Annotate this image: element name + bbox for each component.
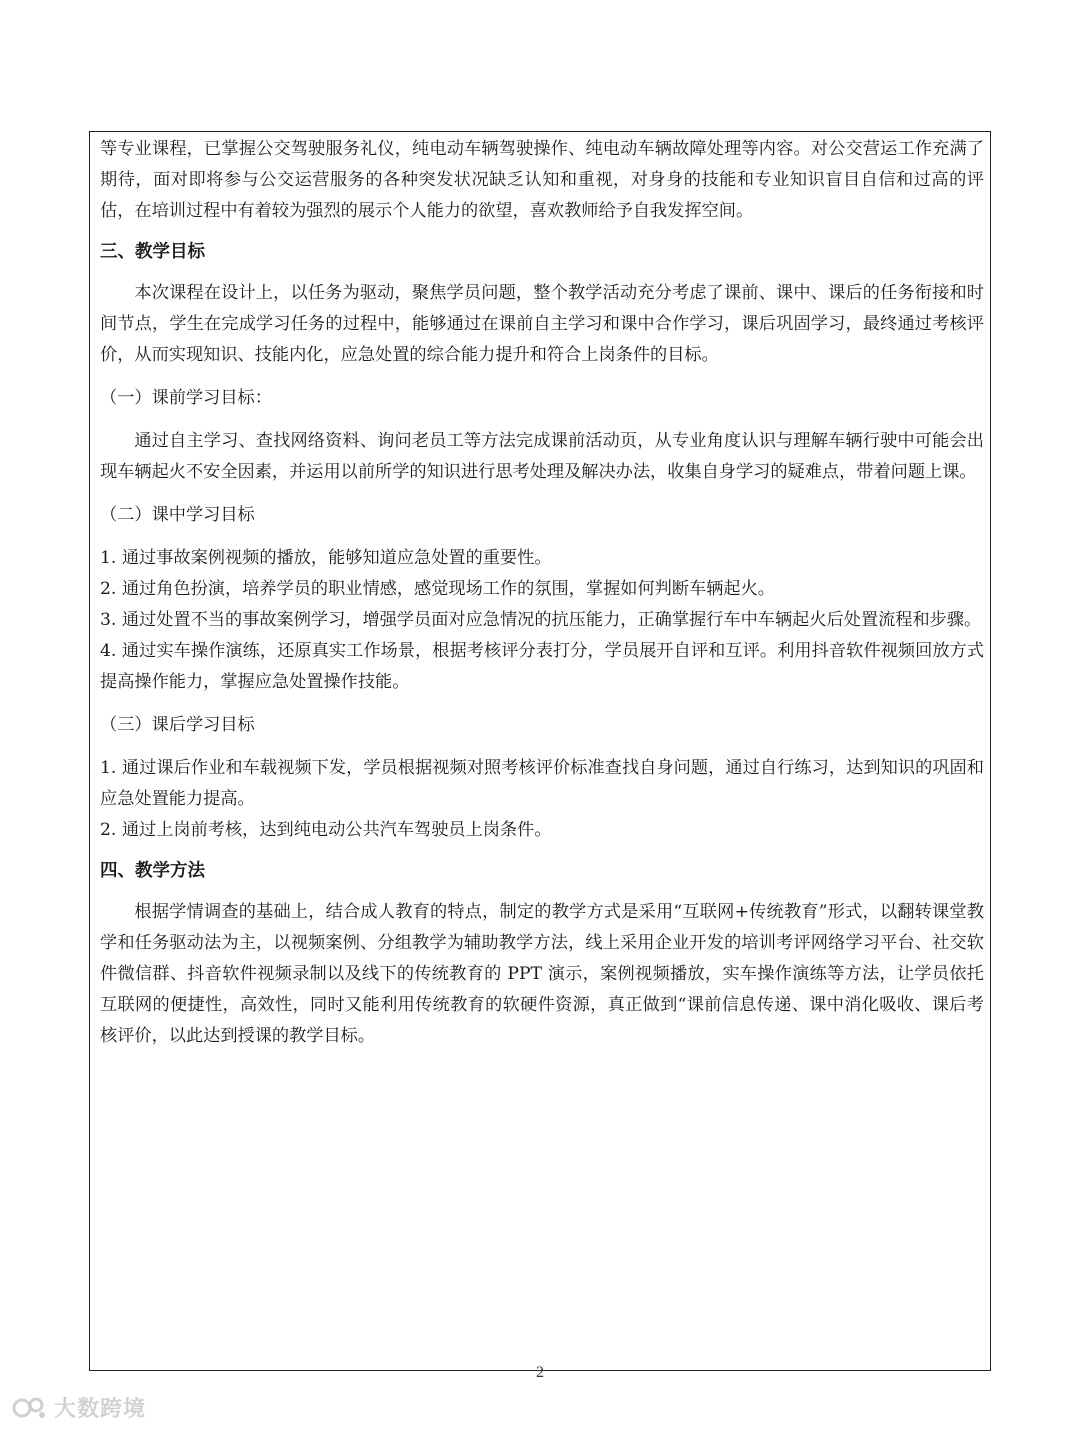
list-item: 2. 通过上岗前考核，达到纯电动公共汽车驾驶员上岗条件。 <box>100 820 552 840</box>
list-item: 1. 通过课后作业和车载视频下发，学员根据视频对照考核评价标准查找自身问题，通过自行练习，达到知识的巩固和应急处置能力提高。 <box>100 758 984 809</box>
pre-class-title: （一）课前学习目标： <box>100 388 272 408</box>
section3-intro: 本次课程在设计上，以任务为驱动，聚焦学员问题，整个教学活动充分考虑了课前、课中、课后的任务衔接和时间节点，学生在完成学习任务的过程中，能够通过在课前自主学习和课中合作学习，课后巩固学习，最终通过考核评价，从而实现知识、技能内化，应急处置的综合能力提升和符合上岗条件的目标。 <box>100 283 984 365</box>
page-number: 2 <box>536 1364 544 1381</box>
list-item: 1. 通过事故案例视频的播放，能够知道应急处置的重要性。 <box>100 548 552 568</box>
list-item: 4. 通过实车操作演练，还原真实工作场景，根据考核评分表打分，学员展开自评和互评。利用抖音软件视频回放方式提高操作能力，掌握应急处置操作技能。 <box>100 641 984 692</box>
in-class-title: （二）课中学习目标 <box>100 505 255 525</box>
list-item: 2. 通过角色扮演，培养学员的职业情感，感觉现场工作的氛围，掌握如何判断车辆起火。 <box>100 579 775 599</box>
section3-title: 三、教学目标 <box>100 242 205 262</box>
watermark-text: 大数跨境 <box>54 1397 147 1422</box>
pre-class-text: 通过自主学习、查找网络资料、询问老员工等方法完成课前活动页，从专业角度认识与理解车辆行驶中可能会出现车辆起火不安全因素，并运用以前所学的知识进行思考处理及解决办法，收集自身学习的疑难点，带着问题上课。 <box>100 431 984 482</box>
after-class-title: （三）课后学习目标 <box>100 715 255 735</box>
section4-text: 根据学情调查的基础上，结合成人教育的特点，制定的教学方式是采用“互联网+传统教育”形式，以翻转课堂教学和任务驱动法为主，以视频案例、分组教学为辅助教学方法，线上采用企业开发的培训考评网络学习平台、社交软件微信群、抖音软件视频录制以及线下的传统教育的 PPT 演示，案例视频播放，实车操作演练等方法，让学员依托互联网的便捷性，高效性，同时又能利用传统教育的软硬件资源，真正做到“课前信息传递、课中消化吸收、课后考核评价，以此达到授课的教学目标。 <box>100 902 984 1046</box>
document-body <box>100 134 984 1052</box>
watermark <box>12 1392 146 1423</box>
section4-title: 四、教学方法 <box>100 861 205 881</box>
list-item: 3. 通过处置不当的事故案例学习，增强学员面对应急情况的抗压能力，正确掌握行车中车辆起火后处置流程和步骤。 <box>100 610 982 630</box>
logo-icon <box>12 1393 48 1423</box>
intro-paragraph: 等专业课程，已掌握公交驾驶服务礼仪，纯电动车辆驾驶操作、纯电动车辆故障处理等内容。对公交营运工作充满了期待，面对即将参与公交运营服务的各种突发状况缺乏认知和重视，对身身的技能和专业知识盲目自信和过高的评估，在培训过程中有着较为强烈的展示个人能力的欲望，喜欢教师给予自我发挥空间。 <box>100 139 984 221</box>
